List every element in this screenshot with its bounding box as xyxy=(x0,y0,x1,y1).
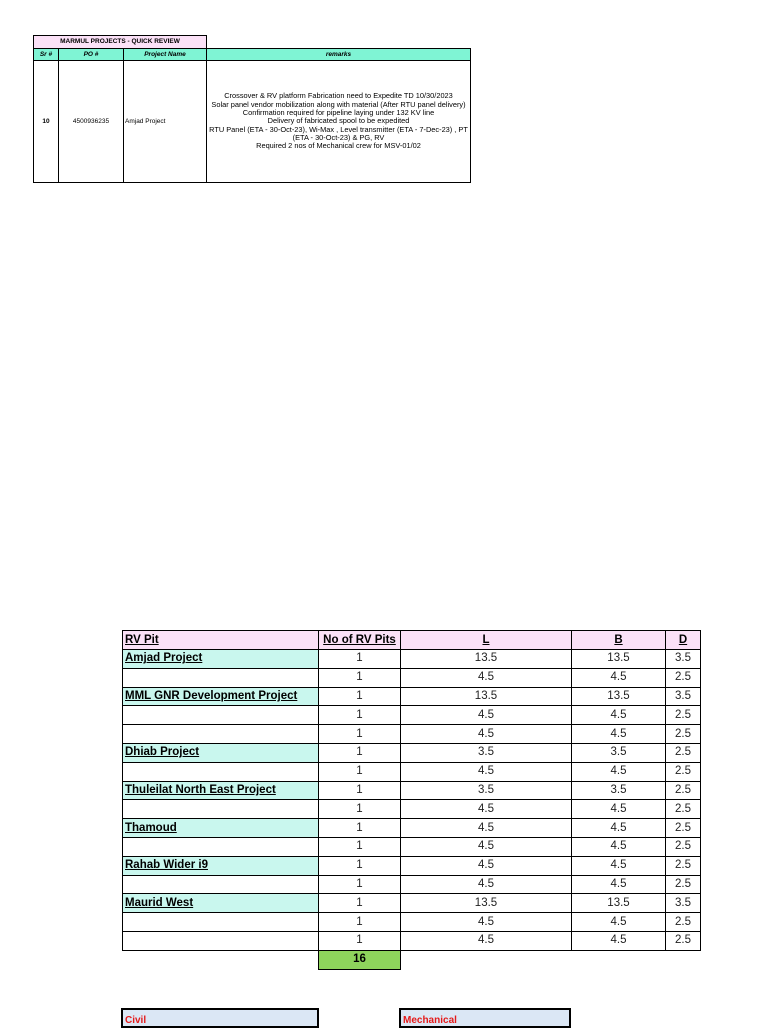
cell-l: 4.5 xyxy=(401,875,572,894)
remark-line: Solar panel vendor mobilization along with material (After RTU panel delivery) xyxy=(211,99,466,109)
header-project-name: Project Name xyxy=(124,49,207,61)
cell-project-name xyxy=(123,668,319,687)
cell-l: 4.5 xyxy=(401,819,572,838)
cell-b: 4.5 xyxy=(572,837,666,856)
cell-no-of-pits: 1 xyxy=(319,668,401,687)
cell-b: 13.5 xyxy=(572,650,666,669)
cell-b: 4.5 xyxy=(572,800,666,819)
cell-no-of-pits: 1 xyxy=(319,781,401,800)
cell-b: 4.5 xyxy=(572,856,666,875)
cell-d: 2.5 xyxy=(666,837,701,856)
table-row xyxy=(123,913,701,932)
header-sr: Sr # xyxy=(34,49,59,61)
table-row xyxy=(123,781,701,800)
cell-no-of-pits: 1 xyxy=(319,687,401,706)
blank-cell xyxy=(123,950,319,969)
cell-d: 2.5 xyxy=(666,800,701,819)
cell-project-name: Dhiab Project xyxy=(123,743,319,762)
total-pits: 16 xyxy=(319,950,401,969)
cell-no-of-pits: 1 xyxy=(319,894,401,913)
remark-line: Confirmation required for pipeline laying under 132 KV line xyxy=(242,107,435,117)
cell-no-of-pits: 1 xyxy=(319,725,401,744)
cell-d: 2.5 xyxy=(666,706,701,725)
remark-line: Required 2 nos of Mechanical crew for MSV-01/02 xyxy=(256,141,421,151)
cell-project-name xyxy=(123,725,319,744)
header-rv-pit: RV Pit xyxy=(123,631,319,650)
table-row xyxy=(123,687,701,706)
cell-l: 4.5 xyxy=(401,668,572,687)
cell-d: 2.5 xyxy=(666,875,701,894)
cell-project-name xyxy=(123,913,319,932)
remark-line: RTU Panel (ETA - 30-Oct-23), Wi-Max , Level transmitter (ETA - 7-Dec-23) , PT (ETA - 30-Oct-23) & PG, RV xyxy=(209,124,468,143)
table-row xyxy=(123,894,701,913)
cell-project-name: Maurid West xyxy=(123,894,319,913)
cell-project-name xyxy=(123,706,319,725)
table-row xyxy=(123,819,701,838)
cell-project-name: Thuleilat North East Project xyxy=(123,781,319,800)
cell-no-of-pits: 1 xyxy=(319,743,401,762)
cell-project: Amjad Project xyxy=(124,61,207,183)
cell-no-of-pits: 1 xyxy=(319,856,401,875)
cell-no-of-pits: 1 xyxy=(319,913,401,932)
cell-d: 2.5 xyxy=(666,856,701,875)
cell-project-name xyxy=(123,931,319,950)
cell-b: 4.5 xyxy=(572,725,666,744)
cell-b: 13.5 xyxy=(572,894,666,913)
cell-l: 3.5 xyxy=(401,743,572,762)
cell-l: 4.5 xyxy=(401,800,572,819)
cell-no-of-pits: 1 xyxy=(319,650,401,669)
cell-b: 13.5 xyxy=(572,687,666,706)
cell-d: 2.5 xyxy=(666,668,701,687)
total-row xyxy=(123,950,701,969)
cell-no-of-pits: 1 xyxy=(319,837,401,856)
cell-b: 4.5 xyxy=(572,875,666,894)
cell-no-of-pits: 1 xyxy=(319,800,401,819)
cell-l: 13.5 xyxy=(401,894,572,913)
cell-no-of-pits: 1 xyxy=(319,931,401,950)
table-row xyxy=(123,725,701,744)
cell-b: 3.5 xyxy=(572,781,666,800)
cell-l: 13.5 xyxy=(401,687,572,706)
cell-d: 2.5 xyxy=(666,781,701,800)
civil-section-header: Civil xyxy=(121,1008,319,1028)
rv-pit-table xyxy=(122,630,701,970)
quick-review-title: MARMUL PROJECTS - QUICK REVIEW xyxy=(34,36,207,49)
header-no-of-rv-pits: No of RV Pits xyxy=(319,631,401,650)
cell-l: 4.5 xyxy=(401,706,572,725)
cell-b: 4.5 xyxy=(572,668,666,687)
table-row xyxy=(123,875,701,894)
cell-project-name xyxy=(123,837,319,856)
cell-project-name xyxy=(123,762,319,781)
cell-l: 4.5 xyxy=(401,762,572,781)
cell-d: 2.5 xyxy=(666,725,701,744)
cell-project-name xyxy=(123,800,319,819)
cell-project-name xyxy=(123,875,319,894)
header-remarks: remarks xyxy=(207,49,471,61)
cell-l: 4.5 xyxy=(401,837,572,856)
remark-line: Delivery of fabricated spool to be expedited xyxy=(267,116,410,126)
header-po: PO # xyxy=(59,49,124,61)
cell-project-name: Amjad Project xyxy=(123,650,319,669)
table-row xyxy=(123,800,701,819)
cell-b: 4.5 xyxy=(572,913,666,932)
table-row xyxy=(123,650,701,669)
cell-no-of-pits: 1 xyxy=(319,819,401,838)
cell-no-of-pits: 1 xyxy=(319,762,401,781)
cell-l: 4.5 xyxy=(401,856,572,875)
mechanical-section-header: Mechanical xyxy=(399,1008,571,1028)
cell-project-name: Thamoud xyxy=(123,819,319,838)
table-row xyxy=(123,762,701,781)
cell-remarks xyxy=(207,61,471,183)
cell-b: 4.5 xyxy=(572,931,666,950)
cell-d: 3.5 xyxy=(666,687,701,706)
header-d: D xyxy=(666,631,701,650)
cell-b: 4.5 xyxy=(572,819,666,838)
table-row xyxy=(123,706,701,725)
cell-sr: 10 xyxy=(34,61,59,183)
table-row xyxy=(123,837,701,856)
cell-d: 3.5 xyxy=(666,894,701,913)
cell-po: 4500936235 xyxy=(59,61,124,183)
cell-l: 3.5 xyxy=(401,781,572,800)
header-l: L xyxy=(401,631,572,650)
cell-d: 2.5 xyxy=(666,819,701,838)
cell-d: 2.5 xyxy=(666,743,701,762)
cell-d: 3.5 xyxy=(666,650,701,669)
cell-no-of-pits: 1 xyxy=(319,706,401,725)
cell-d: 2.5 xyxy=(666,762,701,781)
cell-d: 2.5 xyxy=(666,913,701,932)
cell-l: 4.5 xyxy=(401,931,572,950)
cell-l: 4.5 xyxy=(401,913,572,932)
cell-d: 2.5 xyxy=(666,931,701,950)
cell-b: 4.5 xyxy=(572,706,666,725)
remark-line: Crossover & RV platform Fabrication need to Expedite TD 10/30/2023 xyxy=(224,91,453,101)
cell-b: 4.5 xyxy=(572,762,666,781)
header-b: B xyxy=(572,631,666,650)
cell-l: 13.5 xyxy=(401,650,572,669)
table-row xyxy=(123,931,701,950)
table-row xyxy=(123,668,701,687)
cell-project-name: Rahab Wider i9 xyxy=(123,856,319,875)
table-row xyxy=(123,743,701,762)
blank-cell xyxy=(207,36,471,49)
table-row xyxy=(34,61,471,183)
cell-project-name: MML GNR Development Project xyxy=(123,687,319,706)
quick-review-table xyxy=(33,35,471,183)
cell-b: 3.5 xyxy=(572,743,666,762)
table-row xyxy=(123,856,701,875)
cell-no-of-pits: 1 xyxy=(319,875,401,894)
cell-l: 4.5 xyxy=(401,725,572,744)
